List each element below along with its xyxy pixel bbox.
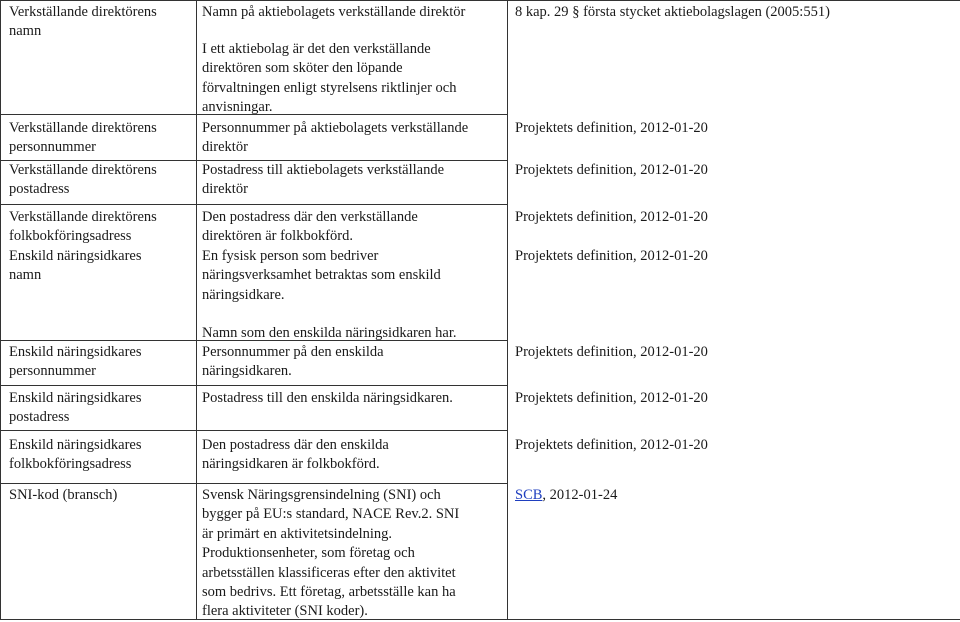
definition-line: Personnummer på den enskilda bbox=[202, 344, 384, 360]
definition-cell bbox=[202, 161, 506, 200]
term-line: SNI-kod (bransch) bbox=[9, 487, 118, 503]
term-line: Verkställande direktörens bbox=[9, 209, 157, 225]
definition-line: näringsidkaren. bbox=[202, 363, 292, 380]
term-line: Enskild näringsidkares bbox=[9, 437, 142, 453]
term-line: postadress bbox=[9, 409, 70, 426]
source-cell: Projektets definition, 2012-01-20 bbox=[515, 162, 708, 178]
definition-line: som bedrivs. Ett företag, arbetsställe kan ha bbox=[202, 584, 456, 601]
term-cell bbox=[9, 3, 194, 42]
source-date: , 2012-01-24 bbox=[542, 487, 618, 503]
source-cell bbox=[515, 3, 830, 22]
table-left-border bbox=[0, 0, 1, 620]
source-cell: Projektets definition, 2012-01-20 bbox=[515, 209, 708, 225]
definition-line: näringsidkaren är folkbokförd. bbox=[202, 456, 380, 473]
term-line: personnummer bbox=[9, 139, 96, 156]
definition-line: Namn på aktiebolagets verkställande direktör bbox=[202, 4, 466, 20]
definition-line: Postadress till den enskilda näringsidkaren. bbox=[202, 390, 453, 406]
definition-note bbox=[202, 324, 506, 343]
definition-line: direktören som sköter den löpande bbox=[202, 60, 403, 77]
source-cell: Projektets definition, 2012-01-20 bbox=[515, 248, 708, 264]
table-top-border bbox=[0, 0, 960, 1]
definition-line: bygger på EU:s standard, NACE Rev.2. SNI bbox=[202, 506, 460, 523]
term-cell bbox=[9, 161, 194, 200]
definition-line: Namn som den enskilda näringsidkaren har. bbox=[202, 325, 457, 341]
term-cell bbox=[9, 208, 194, 247]
source-law-suffix: första stycket aktiebolagslagen (2005:551) bbox=[583, 4, 830, 20]
source-cell: Projektets definition, 2012-01-20 bbox=[515, 344, 708, 360]
definition-line: Svensk Näringsgrensindelning (SNI) och bbox=[202, 487, 441, 503]
term-line: personnummer bbox=[9, 363, 96, 380]
source-law-prefix: 8 kap. 29 bbox=[515, 4, 569, 20]
source-cell bbox=[515, 486, 617, 505]
definition-cell bbox=[202, 247, 506, 305]
definition-line: näringsidkare. bbox=[202, 286, 285, 303]
term-cell bbox=[9, 389, 194, 428]
term-cell bbox=[9, 119, 194, 158]
source-cell: Projektets definition, 2012-01-20 bbox=[515, 390, 708, 406]
term-cell bbox=[9, 486, 194, 505]
definition-cell bbox=[202, 3, 506, 22]
term-cell bbox=[9, 247, 194, 286]
paragraph-sign: § bbox=[572, 4, 580, 20]
definition-cell bbox=[202, 436, 506, 475]
term-cell bbox=[9, 343, 194, 382]
term-line: folkbokföringsadress bbox=[9, 456, 132, 473]
source-cell: Projektets definition, 2012-01-20 bbox=[515, 120, 708, 136]
term-line: Verkställande direktörens bbox=[9, 120, 157, 136]
term-line: namn bbox=[9, 23, 42, 40]
row-divider bbox=[0, 385, 507, 386]
definition-line: direktören är folkbokförd. bbox=[202, 228, 353, 245]
definition-cell bbox=[202, 486, 506, 622]
term-line: postadress bbox=[9, 181, 70, 198]
row-divider bbox=[0, 204, 507, 205]
definition-line: direktör bbox=[202, 139, 248, 156]
definition-cell bbox=[202, 119, 506, 158]
definition-line: Den postadress där den verkställande bbox=[202, 209, 418, 225]
definition-line: är primärt en aktivitetsindelning. bbox=[202, 525, 393, 542]
term-line: Verkställande direktörens bbox=[9, 162, 157, 178]
row-divider bbox=[0, 430, 507, 431]
definition-line: flera aktiviteter (SNI koder). bbox=[202, 603, 368, 620]
definition-line: förvaltningen enligt styrelsens riktlinjer och bbox=[202, 79, 457, 96]
definition-line: Produktionsenheter, som företag och bbox=[202, 545, 415, 562]
term-line: namn bbox=[9, 267, 42, 284]
source-cell: Projektets definition, 2012-01-20 bbox=[515, 437, 708, 453]
col-divider-1 bbox=[196, 0, 197, 620]
definition-line: anvisningar. bbox=[202, 99, 273, 116]
term-line: Enskild näringsidkares bbox=[9, 344, 142, 360]
term-line: Enskild näringsidkares bbox=[9, 248, 142, 264]
definition-line: direktör bbox=[202, 181, 248, 198]
row-divider bbox=[0, 483, 507, 484]
term-cell bbox=[9, 436, 194, 475]
term-line: Enskild näringsidkares bbox=[9, 390, 142, 406]
definition-cell bbox=[202, 389, 506, 408]
definition-note bbox=[202, 40, 506, 118]
term-line: folkbokföringsadress bbox=[9, 228, 132, 245]
definition-line: I ett aktiebolag är det den verkställande bbox=[202, 41, 431, 57]
col-divider-2 bbox=[507, 0, 508, 620]
definition-line: näringsverksamhet betraktas som enskild bbox=[202, 267, 441, 284]
term-line: Verkställande direktörens bbox=[9, 4, 157, 20]
definition-line: Personnummer på aktiebolagets verkställande bbox=[202, 120, 469, 136]
definition-line: Den postadress där den enskilda bbox=[202, 437, 389, 453]
scb-link[interactable]: SCB bbox=[515, 487, 543, 503]
definition-line: Postadress till aktiebolagets verkställande bbox=[202, 162, 445, 178]
definition-cell bbox=[202, 343, 506, 382]
definition-line: arbetsställen klassificeras efter den aktivitet bbox=[202, 564, 456, 581]
definition-cell bbox=[202, 208, 506, 247]
definition-line: En fysisk person som bedriver bbox=[202, 248, 379, 264]
